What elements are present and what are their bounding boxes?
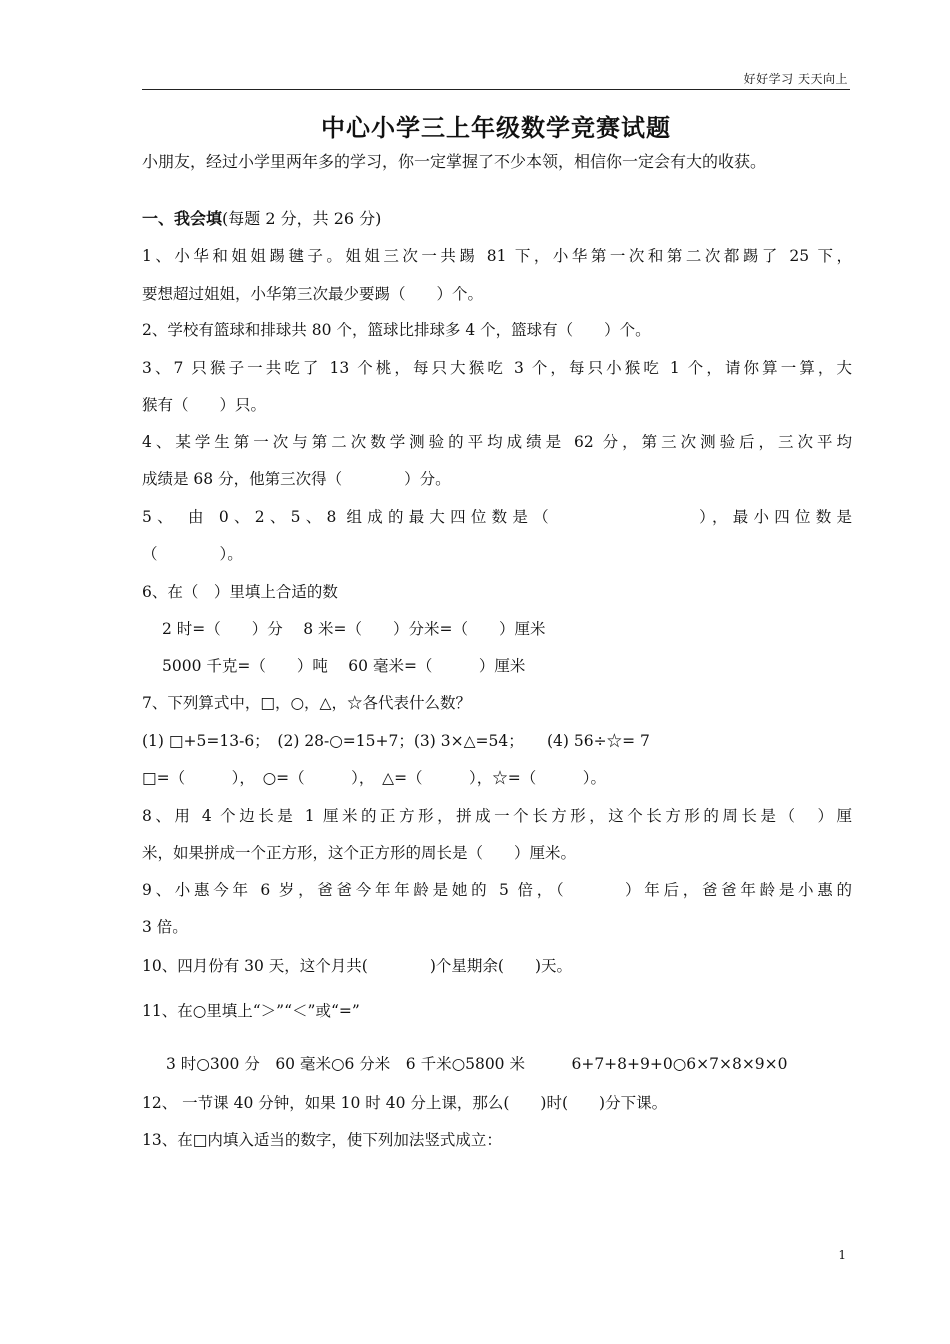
question-7: 7、下列算式中，□，○，△，☆各代表什么数？	[142, 694, 471, 712]
page-title: 中心小学三上年级数学竞赛试题	[321, 114, 671, 142]
question-13: 13、在□内填入适当的数字，使下列加法竖式成立：	[142, 1131, 502, 1149]
question-5-line-1: 5、 由 0、2、5、8 组成的最大四位数是（ ），最小四位数是	[142, 508, 852, 526]
question-7-equations: (1) □+5=13-6； (2) 28-○=15+7；(3) 3×△=54； (4) 56÷☆= 7	[142, 732, 650, 750]
question-12: 12、 一节课 40 分钟，如果 10 时 40 分上课，那么( )时( )分下课。	[142, 1094, 668, 1112]
question-8-line-2: 米，如果拼成一个正方形，这个正方形的周长是（ ）厘米。	[142, 844, 577, 862]
section-score-note: (每题 2 分，共 26 分)	[222, 209, 382, 228]
question-6-row-1: 2 时=（ ）分 8 米=（ ）分米=（ ）厘米	[162, 620, 546, 638]
question-9-line-2: 3 倍。	[142, 918, 188, 936]
question-6-row-2: 5000 千克=（ ）吨 60 毫米=（ ）厘米	[162, 657, 526, 675]
intro-paragraph: 小朋友，经过小学里两年多的学习，你一定掌握了不少本领，相信你一定会有大的收获。	[142, 152, 767, 171]
question-5-line-2: （ ）。	[142, 545, 243, 563]
question-11: 11、在○里填上“＞”“＜”或“=”	[142, 1002, 360, 1020]
question-9-line-1: 9、小惠今年 6 岁，爸爸今年年龄是她的 5 倍，（ ）年后，爸爸年龄是小惠的	[142, 881, 852, 899]
question-1-line-2: 要想超过姐姐，小华第三次最少要踢（ ）个。	[142, 285, 484, 303]
question-4-line-1: 4、某学生第一次与第二次数学测验的平均成绩是 62 分，第三次测验后，三次平均	[142, 433, 852, 451]
section-heading: 一、我会填	[142, 209, 223, 228]
question-1-line-1: 1、小华和姐姐踢毽子。姐姐三次一共踢 81 下，小华第一次和第二次都踢了 25 下，	[142, 247, 852, 265]
question-4-line-2: 成绩是 68 分，他第三次得（ ）分。	[142, 470, 451, 488]
question-8-line-1: 8、用 4 个边长是 1 厘米的正方形，拼成一个长方形，这个长方形的周长是（ ）厘	[142, 807, 852, 825]
question-7-answers: □=（ ）， ○=（ ）， △=（ ），☆=（ ）。	[142, 769, 607, 787]
section-title	[142, 207, 381, 231]
question-10: 10、四月份有 30 天，这个月共( )个星期余( )天。	[142, 957, 572, 975]
question-6: 6、在（ ）里填上合适的数	[142, 583, 338, 601]
page-header-text: 好好学习 天天向上	[743, 72, 848, 86]
question-2: 2、学校有篮球和排球共 80 个，篮球比排球多 4 个，篮球有（ ）个。	[142, 321, 651, 339]
header-rule	[142, 89, 850, 90]
question-11-comparisons: 3 时○300 分 60 毫米○6 分米 6 千米○5800 米 6+7+8+9+0○6×7×8×9×0	[166, 1055, 788, 1073]
question-3-line-1: 3、7 只猴子一共吃了 13 个桃，每只大猴吃 3 个，每只小猴吃 1 个，请你算一算，大	[142, 359, 852, 377]
page-number: 1	[838, 1248, 846, 1262]
question-3-line-2: 猴有（ ）只。	[142, 396, 267, 414]
